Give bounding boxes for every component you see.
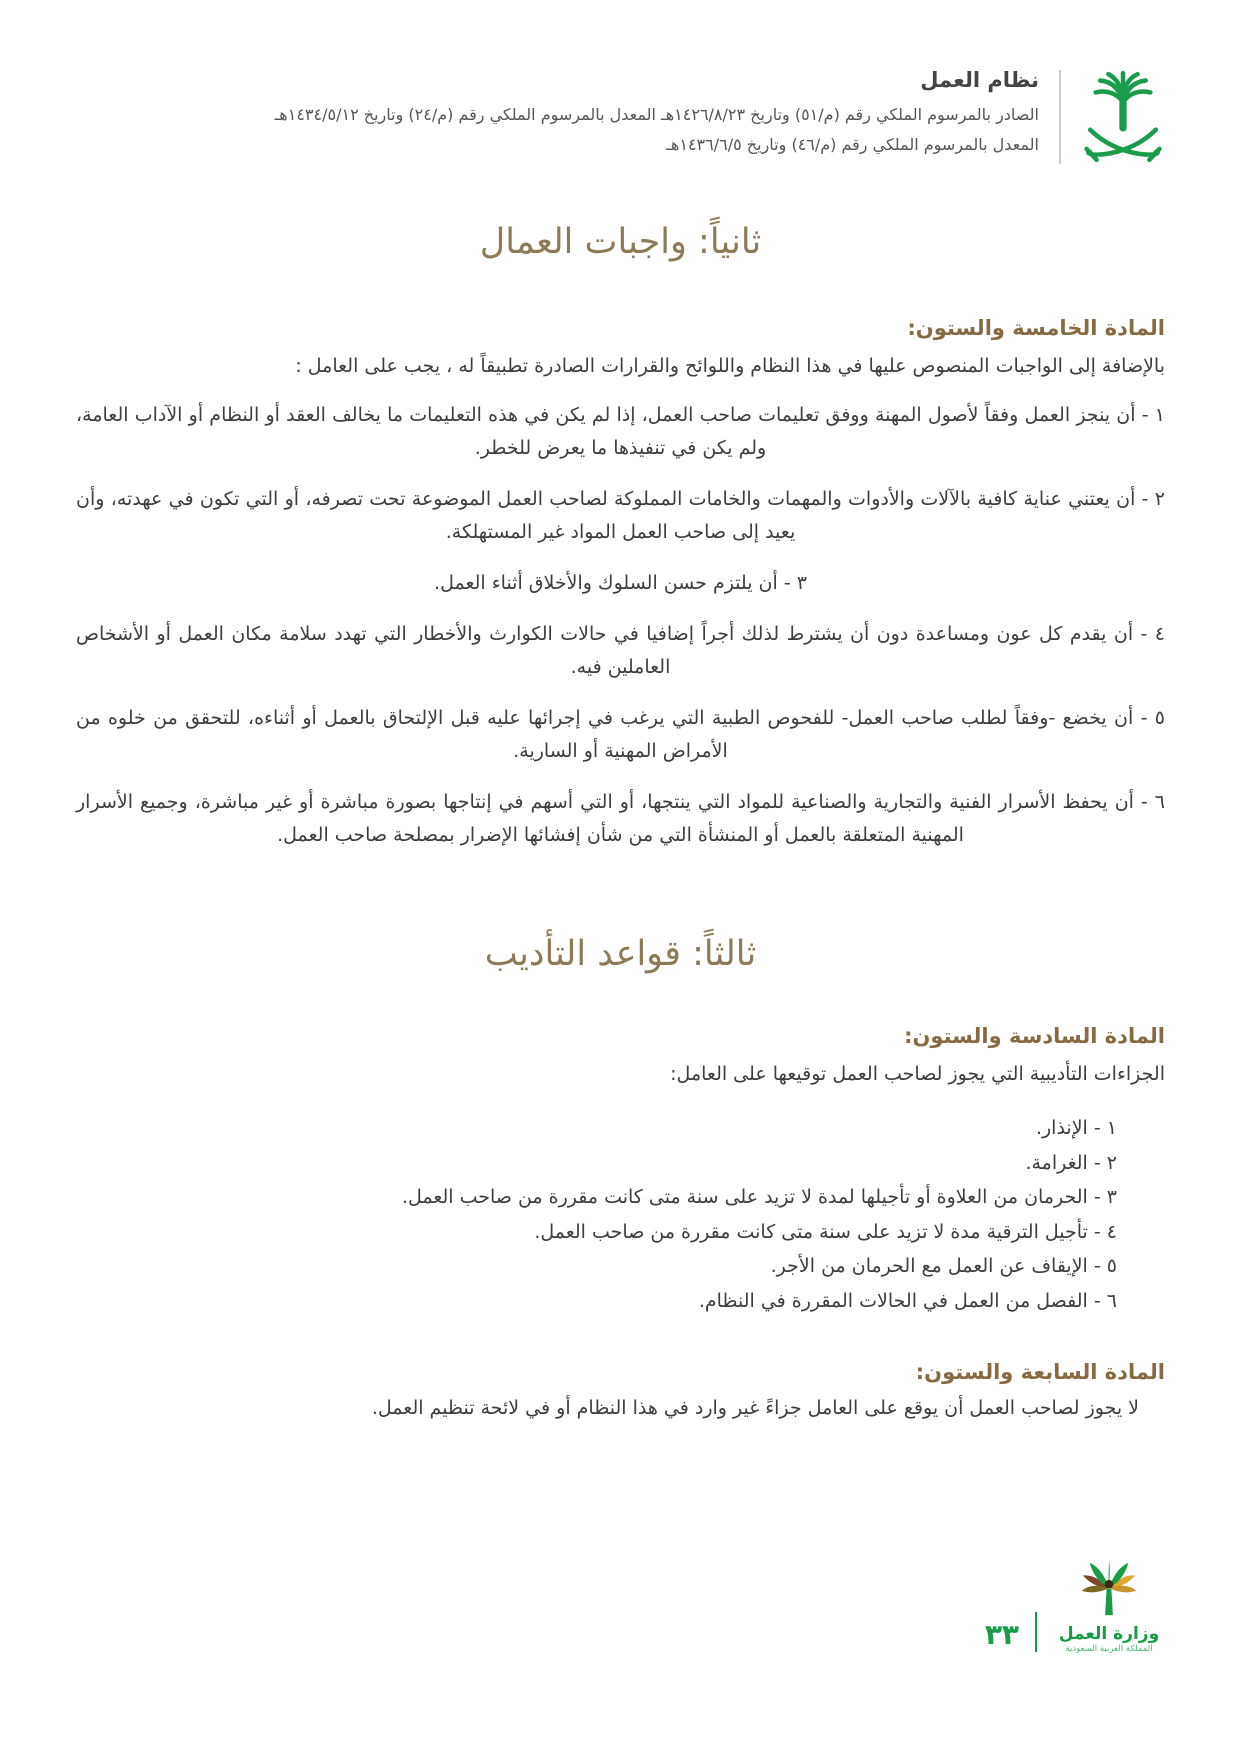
ministry-logo-icon xyxy=(1080,1559,1138,1623)
document-footer xyxy=(985,1559,1165,1654)
article-67-title: المادة السابعة والستون: xyxy=(915,1360,1165,1384)
list-item: ٢ - أن يعتني عناية كافية بالآلات والأدوات والمهمات والخامات المملوكة لصاحب العمل الموضوعة تحت تصرفه، أو التي تكون في عهدته، وأن يعيد إلى صاحب العمل المواد غير المستهلكة. xyxy=(76,488,1165,543)
list-item: ٢ - الغرامة. xyxy=(1025,1151,1117,1174)
list-item: ٦ - أن يحفظ الأسرار الفنية والتجارية والصناعية للمواد التي ينتجها، أو التي أسهم في إنتاجها بصورة مباشرة أو غير مباشرة، وجميع الأسرار المهنية المتعلقة بالعمل أو المنشأة التي من شأن إفشائها الإضرار بمصلحة صاحب العمل. xyxy=(76,791,1165,846)
list-item: ١ - الإنذار. xyxy=(1035,1117,1117,1139)
section-heading-discipline: ثالثاً: قواعد التأديب xyxy=(484,934,757,974)
section-heading-duties: ثانياً: واجبات العمال xyxy=(479,222,762,262)
article-66-list xyxy=(76,1111,1165,1318)
list-item: ٣ - أن يلتزم حسن السلوك والأخلاق أثناء العمل. xyxy=(434,572,807,594)
list-item: ٥ - أن يخضع -وفقاً لطلب صاحب العمل- للفحوص الطبية التي يرغب في إجرائها عليه قبل الإلتحاق بالعمل أو أثناءه، للتحقق من خلوه من الأمراض المهنية أو السارية. xyxy=(76,707,1165,762)
footer-divider xyxy=(1035,1612,1037,1652)
article-67-body: لا يجوز لصاحب العمل أن يوقع على العامل جزاءً غير وارد في هذا النظام أو في لائحة تنظيم العمل. xyxy=(371,1397,1139,1419)
list-item: ٤ - تأجيل الترقية مدة لا تزيد على سنة متى كانت مقررة من صاحب العمل. xyxy=(534,1220,1117,1243)
document-title: نظام العمل xyxy=(920,68,1039,92)
article-65-list xyxy=(76,399,1165,852)
document-body xyxy=(76,0,1165,1444)
list-item: ٤ - أن يقدم كل عون ومساعدة دون أن يشترط لذلك أجراً إضافيا في حالات الكوارث والأخطار التي تهدد سلامة مكان العمل أو الأشخاص العاملين فيه. xyxy=(76,623,1165,678)
article-66-intro: الجزاءات التأديبية التي يجوز لصاحب العمل توقيعها على العامل: xyxy=(670,1063,1165,1085)
article-66-title: المادة السادسة والستون: xyxy=(904,1024,1165,1048)
ministry-subtitle: المملكة العربية السعودية xyxy=(1065,1644,1153,1654)
document-subtitle-line1: الصادر بالمرسوم الملكي رقم (م/٥١) وتاريخ ١٤٢٦/٨/٢٣هـ المعدل بالمرسوم الملكي رقم (م/٢٤) وتاريخ ١٤٣٤/٥/١٢هـ xyxy=(274,105,1039,124)
list-item: ٥ - الإيقاف عن العمل مع الحرمان من الأجر. xyxy=(770,1255,1117,1277)
page-number: ٣٣ xyxy=(984,1618,1019,1651)
ministry-block xyxy=(1053,1559,1165,1654)
list-item: ٣ - الحرمان من العلاوة أو تأجيلها لمدة لا تزيد على سنة متى كانت مقررة من صاحب العمل. xyxy=(401,1186,1117,1208)
ministry-name: وزارة العمل xyxy=(1058,1624,1160,1644)
list-item: ٦ - الفصل من العمل في الحالات المقررة في النظام. xyxy=(698,1289,1117,1312)
article-65-intro: بالإضافة إلى الواجبات المنصوص عليها في هذا النظام واللوائح والقرارات الصادرة تطبيقاً له ، يجب على العامل : xyxy=(295,355,1165,377)
list-item: ١ - أن ينجز العمل وفقاً لأصول المهنة ووفق تعليمات صاحب العمل، إذا لم يكن في هذه التعليمات ما يخالف العقد أو النظام أو الآداب العامة، ولم يكن في تنفيذها ما يعرض للخطر. xyxy=(76,404,1165,459)
document-subtitle-line2: المعدل بالمرسوم الملكي رقم (م/٤٦) وتاريخ ١٤٣٦/٦/٥هـ xyxy=(666,135,1039,154)
article-65-title: المادة الخامسة والستون: xyxy=(907,316,1165,340)
